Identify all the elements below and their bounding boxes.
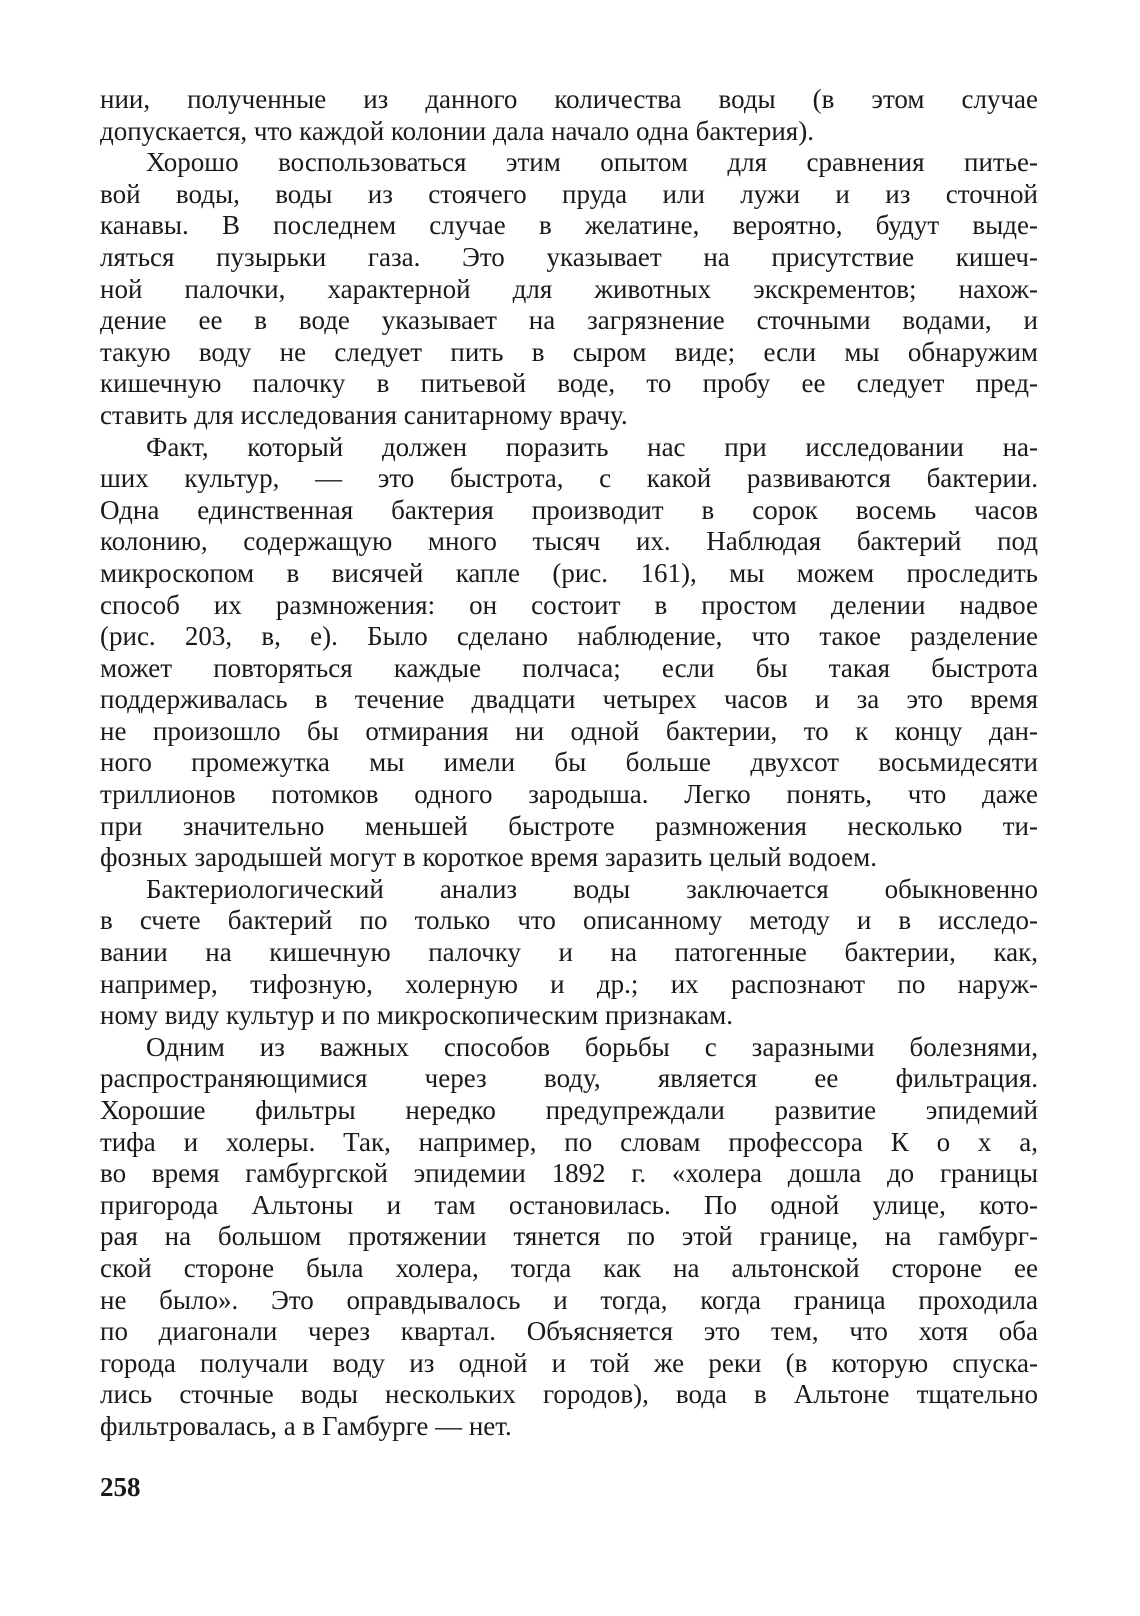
text-line: такую воду не следует пить в сыром виде; если мы обнаружим (100, 336, 1038, 367)
text-line: вании на кишечную палочку и на патогенные бактерии, как, (100, 937, 1038, 968)
text-line: пригорода Альтоны и там остановилась. По одной улице, кото- (100, 1189, 1038, 1220)
text-line: Хорошо воспользоваться этим опытом для сравнения питье- (146, 147, 1038, 178)
text-line: колонию, содержащую много тысяч их. Наблюдая бактерий под (100, 526, 1038, 557)
text-line: Одна единственная бактерия производит в сорок восемь часов (100, 494, 1038, 525)
text-line: ного промежутка мы имели бы больше двухсот восьмидесяти (100, 747, 1038, 778)
text-line: ному виду культур и по микроскопическим признакам. (100, 1000, 733, 1031)
text-line: в счете бактерий по только что описанному методу и в исследо- (100, 905, 1038, 936)
text-line: ставить для исследования санитарному врачу. (100, 399, 628, 430)
text-line: Одним из важных способов борьбы с заразными болезнями, (146, 1031, 1038, 1062)
text-line: ших культур, — это быстрота, с какой развиваются бактерии. (100, 463, 1038, 494)
text-line: допускается, что каждой колонии дала начало одна бактерия). (100, 115, 814, 146)
text-line: ской стороне была холера, тогда как на альтонской стороне ее (100, 1252, 1038, 1283)
text-line: микроскопом в висячей капле (рис. 161), мы можем проследить (100, 557, 1038, 588)
page-number: 258 (100, 1472, 141, 1502)
paragraph (100, 147, 1038, 431)
text-line: лись сточные воды нескольких городов), вода в Альтоне тщательно (100, 1379, 1038, 1410)
text-line: не было». Это оправдывалось и тогда, когда граница проходила (100, 1284, 1038, 1315)
text-line: может повторяться каждые полчаса; если бы такая быстрота (100, 652, 1038, 683)
text-line: вой воды, воды из стоячего пруда или лужи и из сточной (100, 178, 1038, 209)
text-line: при значительно меньшей быстроте размножения несколько ти- (100, 810, 1038, 841)
text-line: дение ее в воде указывает на загрязнение сточными водами, и (100, 305, 1038, 336)
text-line: фозных зародышей могут в короткое время заразить целый водоем. (100, 842, 877, 873)
paragraph (100, 84, 1038, 147)
text-line: рая на большом протяжении тянется по этой границе, на гамбург- (100, 1221, 1038, 1252)
text-line: тифа и холеры. Так, например, по словам профессора К о х а, (100, 1126, 1038, 1157)
text-line: Факт, который должен поразить нас при исследовании на- (146, 431, 1038, 462)
text-line: города получали воду из одной и той же реки (в которую спуска- (100, 1347, 1038, 1378)
text-line: нии, полученные из данного количества воды (в этом случае (100, 84, 1038, 114)
page-body (100, 84, 1038, 1443)
text-line: по диагонали через квартал. Объясняется это тем, что хотя оба (100, 1316, 1038, 1347)
text-line: не произошло бы отмирания ни одной бактерии, то к концу дан- (100, 715, 1038, 746)
text-line: фильтровалась, а в Гамбурге — нет. (100, 1410, 512, 1441)
text-line: канавы. В последнем случае в желатине, вероятно, будут выде- (100, 210, 1038, 241)
text-line: во время гамбургской эпидемии 1892 г. «холера дошла до границы (100, 1158, 1038, 1189)
text-line: ляться пузырьки газа. Это указывает на присутствие кишеч- (100, 241, 1038, 272)
text-line: триллионов потомков одного зародыша. Легко понять, что даже (100, 779, 1038, 810)
paragraph (100, 432, 1038, 874)
paragraph (100, 874, 1038, 1032)
text-line: Хорошие фильтры нередко предупреждали развитие эпидемий (100, 1095, 1038, 1125)
text-line: ной палочки, характерной для животных экскрементов; нахож- (100, 273, 1038, 304)
text-line: например, тифозную, холерную и др.; их распознают по наруж- (100, 968, 1038, 999)
text-line: кишечную палочку в питьевой воде, то пробу ее следует пред- (100, 368, 1038, 399)
text-line: способ их размножения: он состоит в простом делении надвое (100, 589, 1038, 620)
text-line: распространяющимися через воду, является ее фильтрация. (100, 1063, 1038, 1094)
text-line: Бактериологический анализ воды заключается обыкновенно (146, 873, 1038, 904)
text-line: (рис. 203, в, е). Было сделано наблюдение, что такое разделение (100, 621, 1038, 652)
text-line: поддерживалась в течение двадцати четырех часов и за это время (100, 684, 1038, 715)
paragraph (100, 1032, 1038, 1443)
